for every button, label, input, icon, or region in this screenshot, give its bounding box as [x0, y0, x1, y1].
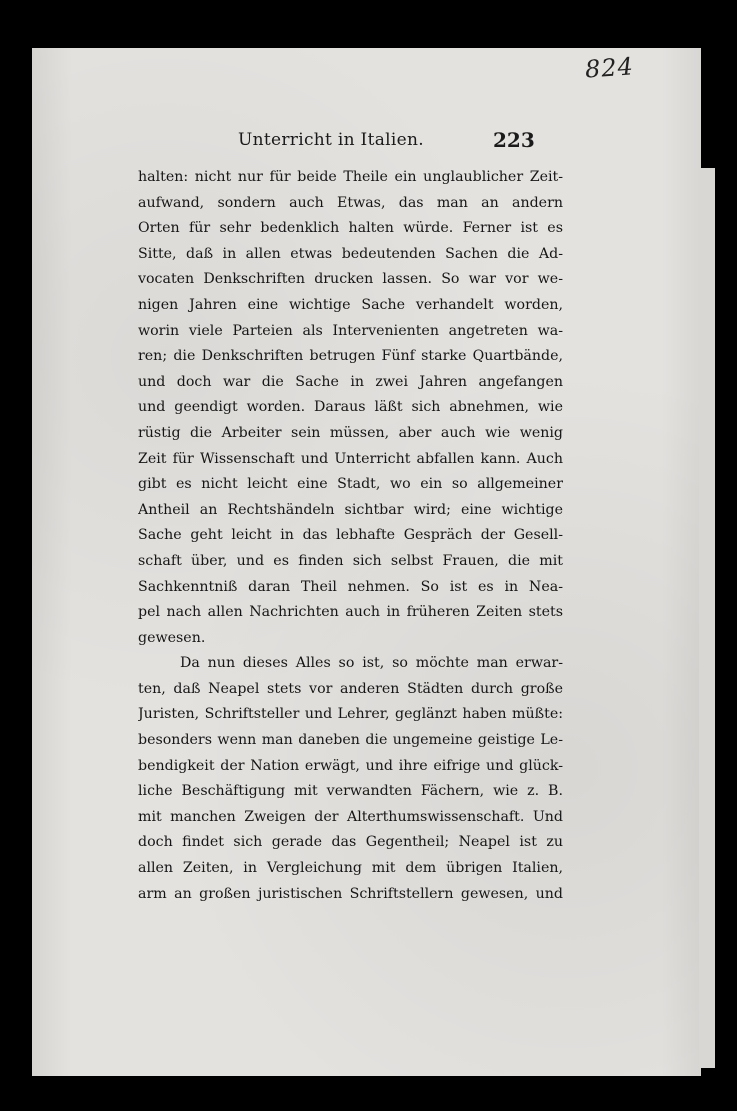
text-line: Antheil an Rechtshändeln sichtbar wird; eine wichtige	[138, 501, 563, 518]
text-line: und doch war die Sache in zwei Jahren angefangen	[138, 373, 563, 390]
text-line: Orten für sehr bedenklich halten würde. Ferner ist es	[138, 220, 563, 237]
text-line: Sache geht leicht in das lebhafte Gespräch der Gesell-	[138, 527, 563, 544]
text-line: worin viele Parteien als Intervenienten angetreten wa-	[138, 322, 563, 339]
text-line: Sitte, daß in allen etwas bedeutenden Sachen die Ad-	[138, 245, 563, 262]
text-line: Zeit für Wissenschaft und Unterricht abfallen kann. Auch	[138, 450, 563, 467]
text-line: allen Zeiten, in Vergleichung mit dem übrigen Italien,	[138, 860, 563, 877]
text-line: rüstig die Arbeiter sein müssen, aber auch wie wenig	[138, 424, 563, 441]
page-edge	[699, 168, 715, 1068]
text-line: ren; die Denkschriften betrugen Fünf starke Quartbände,	[138, 348, 563, 365]
text-line: arm an großen juristischen Schriftstellern gewesen, und	[138, 885, 563, 902]
text-line: doch findet sich gerade das Gegentheil; Neapel ist zu	[138, 834, 563, 851]
text-line: vocaten Denkschriften drucken lassen. So war vor we-	[138, 271, 563, 288]
page-number: 223	[493, 128, 535, 152]
text-line: Sachkenntniß daran Theil nehmen. So ist es in Nea-	[138, 578, 563, 595]
handwritten-page-note: 824	[584, 52, 635, 84]
text-line: Juristen, Schriftsteller und Lehrer, geglänzt haben müßte:	[138, 706, 563, 723]
text-line: gewesen.	[138, 629, 206, 646]
text-line: nigen Jahren eine wichtige Sache verhandelt worden,	[138, 296, 563, 313]
text-line: bendigkeit der Nation erwägt, und ihre eifrige und glück-	[138, 757, 563, 774]
text-line: gibt es nicht leicht eine Stadt, wo ein so allgemeiner	[138, 476, 563, 493]
text-line: besonders wenn man daneben die ungemeine geistige Le-	[138, 732, 563, 749]
text-line: aufwand, sondern auch Etwas, das man an andern	[138, 194, 563, 211]
body-text	[138, 165, 563, 907]
text-line: liche Beschäftigung mit verwandten Fächern, wie z. B.	[138, 783, 563, 800]
text-line: ten, daß Neapel stets vor anderen Städten durch große	[138, 680, 563, 697]
text-line: mit manchen Zweigen der Alterthumswissenschaft. Und	[138, 808, 563, 825]
text-line: halten: nicht nur für beide Theile ein unglaublicher Zeit-	[138, 169, 563, 185]
text-line: und geendigt worden. Daraus läßt sich abnehmen, wie	[138, 399, 563, 416]
text-line: pel nach allen Nachrichten auch in früheren Zeiten stets	[138, 604, 563, 621]
text-line: Da nun dieses Alles so ist, so möchte man erwar-	[180, 655, 563, 672]
page-header	[238, 128, 538, 154]
text-line: schaft über, und es finden sich selbst Frauen, die mit	[138, 552, 563, 569]
running-head: Unterricht in Italien.	[238, 130, 424, 150]
